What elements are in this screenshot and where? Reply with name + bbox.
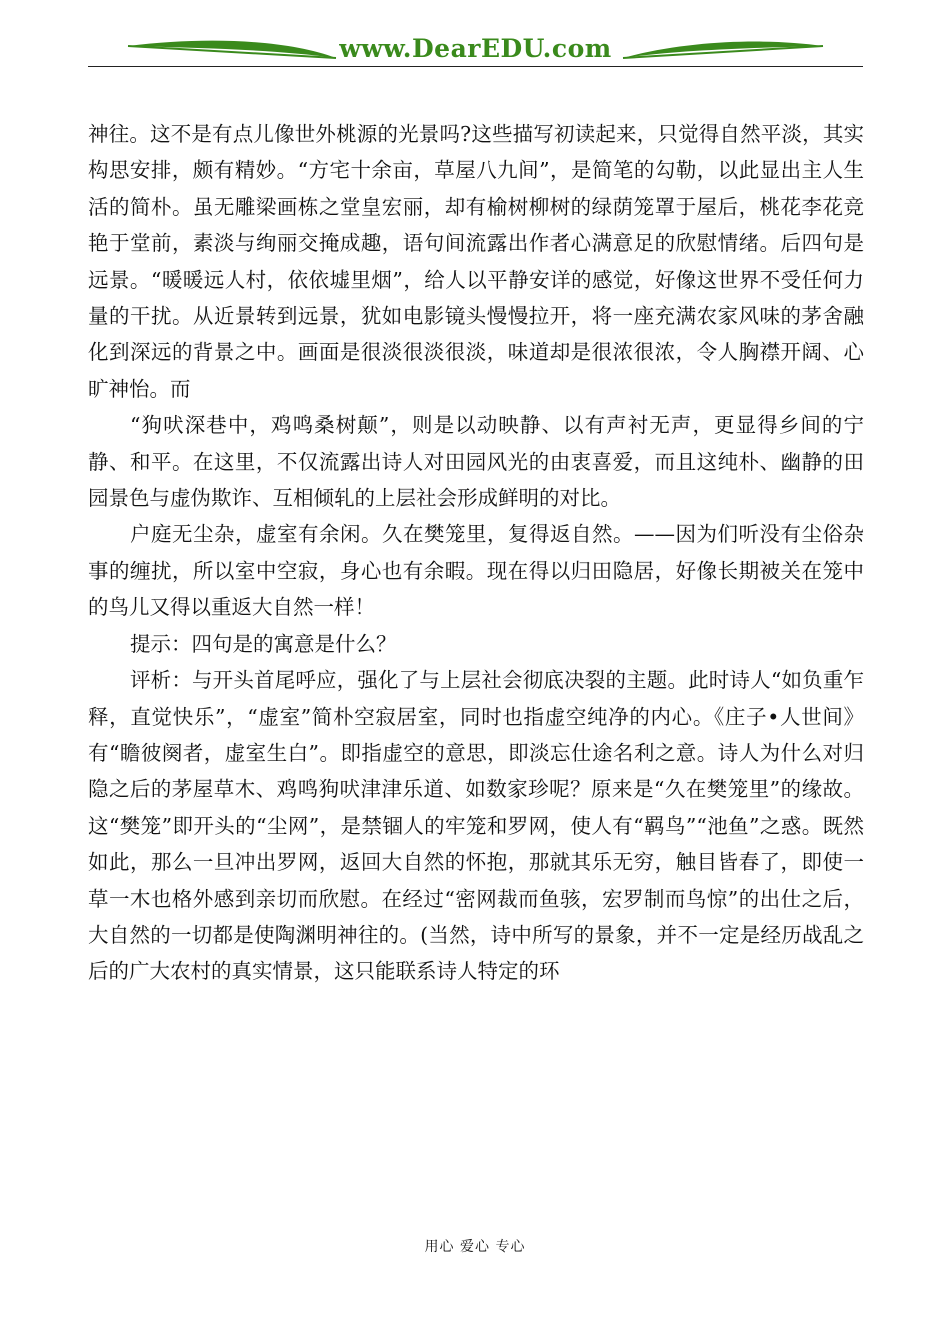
article-body	[88, 116, 864, 990]
paragraph: 提示：四句是的寓意是什么？	[130, 631, 397, 656]
paragraph: 评析：与开头首尾呼应，强化了与上层社会彻底决裂的主题。此时诗人“如负重乍释，直觉快乐”，“虚室”简朴空寂居室，同时也指虚空纯净的内心。《庄子•人世间》有“瞻彼阕者，虚室生白”。即指虚空的意思，即淡忘仕途名利之意。诗人为什么对归隐之后的茅屋草木、鸡鸣狗吠津津乐道、如数家珍呢？原来是“久在樊笼里”的缘故。这“樊笼”即开头的“尘网”，是禁锢人的牢笼和罗网，使人有“羁鸟”“池鱼”之惑。既然如此，那么一旦冲出罗网，返回大自然的怀抱，那就其乐无穷，触目皆春了，即使一草一木也格外感到亲切而欣慰。在经过“密网裁而鱼骇，宏罗制而鸟惊”的出仕之后，大自然的一切都是使陶渊明神往的。(当然，诗中所写的景象，并不一定是经历战乱之后的广大农村的真实情景，这只能联系诗人特定的环	[88, 668, 864, 984]
paragraph: 户庭无尘杂，虚室有余闲。久在樊笼里，复得返自然。——因为们听没有尘俗杂事的缠扰，所以室中空寂，身心也有余暇。现在得以归田隐居，好像长期被关在笼中的鸟儿又得以重返大自然一样！	[88, 522, 864, 620]
page-header	[88, 30, 863, 70]
header-divider	[88, 66, 863, 67]
site-logo-text: www.DearEDU.com	[339, 34, 612, 63]
page-footer: 用心 爱心 专心	[424, 1239, 526, 1255]
paragraph: 神往。这不是有点儿像世外桃源的光景吗?这些描写初读起来，只觉得自然平淡，其实构思安排，颇有精妙。“方宅十余亩，草屋八九间”，是简笔的勾勒，以此显出主人生活的简朴。虽无雕梁画栋之堂皇宏丽，却有榆树柳树的绿荫笼罩于屋后，桃花李花竞艳于堂前，素淡与绚丽交掩成趣，语句间流露出作者心满意足的欣慰情绪。后四句是远景。“暖暖远人村，依依墟里烟”，给人以平静安详的感觉，好像这世界不受任何力量的干扰。从近景转到远景，犹如电影镜头慢慢拉开，将一座充满农家风味的茅舍融化到深远的背景之中。画面是很淡很淡很淡，味道却是很浓很浓，令人胸襟开阔、心旷神怡。而	[88, 122, 864, 401]
paragraph: “狗吠深巷中，鸡鸣桑树颠”，则是以动映静、以有声衬无声，更显得乡间的宁静、和平。在这里，不仅流露出诗人对田园风光的由衷喜爱，而且这纯朴、幽静的田园景色与虚伪欺诈、互相倾轧的上层社会形成鲜明的对比。	[88, 413, 864, 511]
